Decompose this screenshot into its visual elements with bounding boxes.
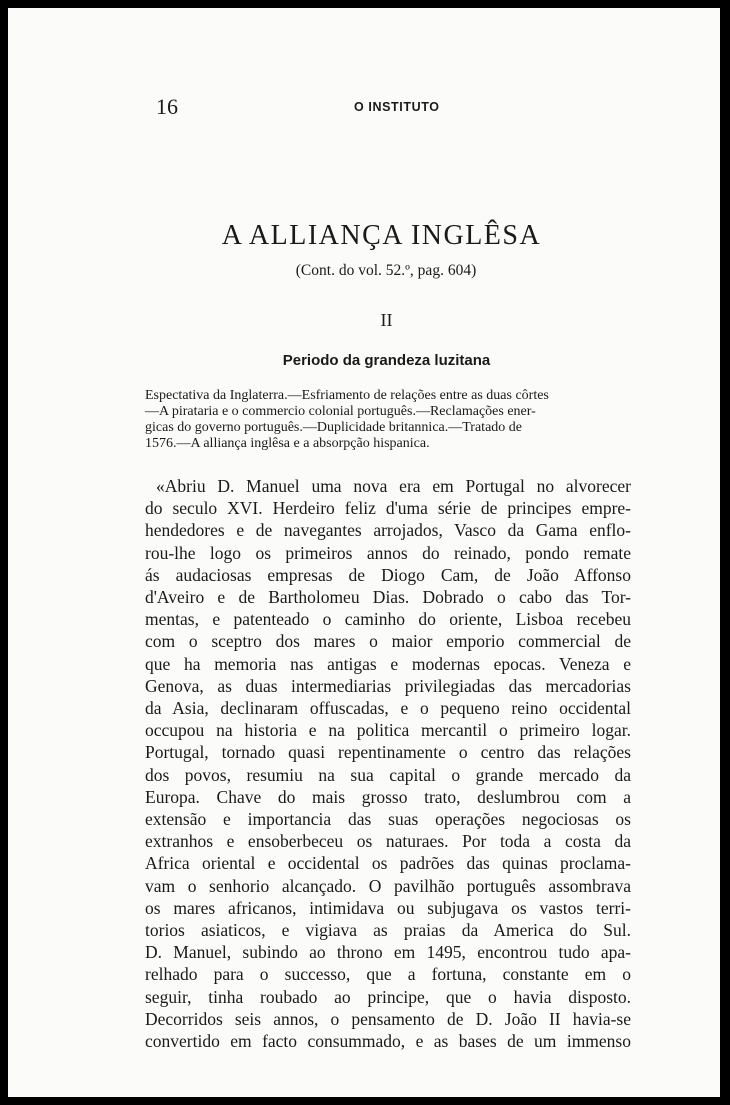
- book-page: [8, 8, 720, 1097]
- summary-line: 1576.—A alliança inglêsa e a absorpção hispanica.: [145, 436, 430, 451]
- body-line: Decorridos seis annos, o pensamento de D. João II havia-se: [145, 1008, 631, 1029]
- body-line: os mares africanos, intimidava ou subjugava os vastos terri-: [145, 897, 631, 918]
- body-line: Europa. Chave do mais grosso trato, deslumbrou com a: [145, 786, 631, 807]
- body-line: rou-lhe logo os primeiros annos do reinado, pondo remate: [145, 542, 631, 563]
- chapter-summary: [145, 388, 615, 452]
- body-line: seguir, tinha roubado ao principe, que o havia disposto.: [145, 986, 631, 1007]
- body-line: vam o senhorio alcançado. O pavilhão português assombrava: [145, 875, 631, 896]
- body-line: da Asia, declinaram offuscadas, e o pequeno reino occidental: [145, 698, 631, 719]
- body-line: occupou na historia e na politica mercantil o primeiro logar.: [145, 720, 631, 741]
- body-line: extensão e importancia das suas operações negociosas os: [145, 809, 631, 830]
- body-line: «Abriu D. Manuel uma nova era em Portugal no alvorecer: [156, 476, 631, 496]
- body-line: Africa oriental e occidental os padrões das quinas proclama-: [145, 853, 631, 874]
- body-line: com o sceptro dos mares o maior emporio commercial de: [145, 631, 631, 652]
- body-line: mentas, e patenteado o caminho do oriente, Lisboa recebeu: [145, 609, 631, 630]
- summary-line: Espectativa da Inglaterra.—Esfriamento de relações entre as duas côrtes: [145, 388, 549, 403]
- running-title: O INSTITUTO: [354, 100, 440, 114]
- article-title: A ALLIANÇA INGLÊSA: [221, 220, 542, 251]
- continuation-note: (Cont. do vol. 52.º, pag. 604): [295, 262, 477, 279]
- body-line: Portugal, tornado quasi repentinamente o centro das relações: [145, 742, 631, 763]
- body-line: torios asiaticos, e vigiava as praias da America do Sul.: [145, 920, 631, 941]
- body-line: d'Aveiro e de Bartholomeu Dias. Dobrado o cabo das Tor-: [145, 587, 631, 608]
- body-line: D. Manuel, subindo ao throno em 1495, encontrou tudo apa-: [145, 942, 631, 963]
- body-line: hendedores e de navegantes arrojados, Vasco da Gama enflo-: [145, 520, 631, 541]
- section-number: II: [380, 310, 393, 330]
- body-text: [145, 475, 631, 1052]
- section-title: Periodo da grandeza luzitana: [282, 352, 491, 369]
- page-number: 16: [156, 94, 178, 119]
- body-line: ás audaciosas empresas de Diogo Cam, de João Affonso: [145, 564, 631, 585]
- body-line: que ha memoria nas antigas e modernas epocas. Veneza e: [145, 653, 631, 674]
- running-head: [8, 94, 720, 118]
- body-line: dos povos, resumiu na sua capital o grande mercado da: [145, 764, 631, 785]
- body-line: extranhos e ensoberbeceu os naturaes. Por toda a costa da: [145, 831, 631, 852]
- body-line: Genova, as duas intermediarias privilegiadas das mercadorias: [145, 675, 631, 696]
- body-line: convertido em facto consummado, e as bases de um immenso: [145, 1031, 631, 1052]
- body-line: do seculo XVI. Herdeiro feliz d'uma série de principes empre-: [145, 498, 631, 519]
- summary-line: —A pirataria e o commercio colonial português.—Reclamações ener-: [145, 404, 536, 419]
- summary-line: gicas do governo português.—Duplicidade britannica.—Tratado de: [145, 420, 523, 435]
- body-line: relhado para o successo, que a fortuna, constante em o: [145, 964, 631, 985]
